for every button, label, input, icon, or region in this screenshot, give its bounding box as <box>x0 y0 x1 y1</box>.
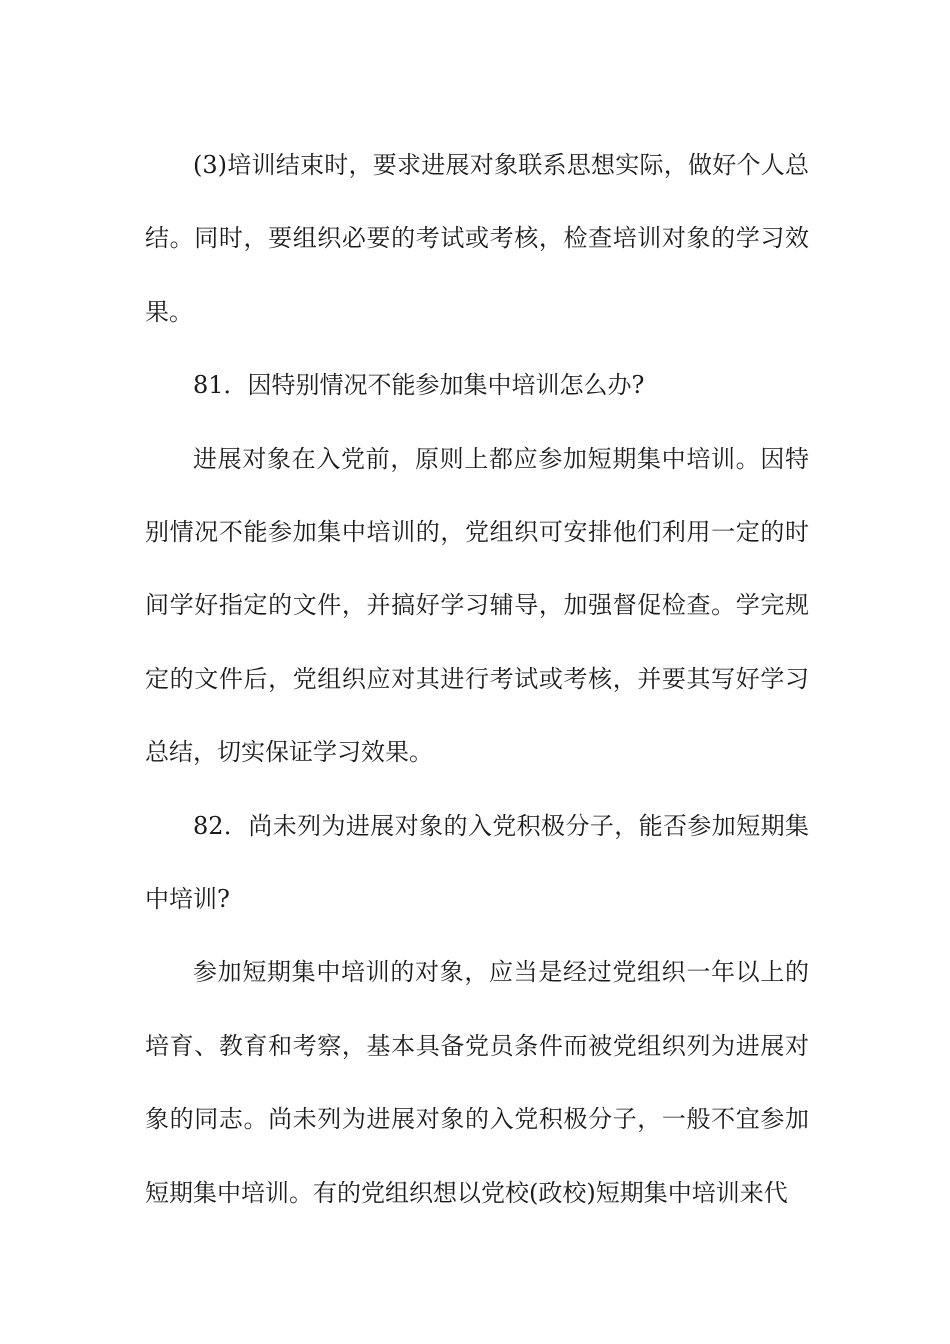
question-81: 81．因特别情况不能参加集中培训怎么办? <box>193 371 645 400</box>
answer-81: 进展对象在入党前，原则上都应参加短期集中培训。因特别情况不能参加集中培训的，党组织可安排他们利用一定的时间学好指定的文件，并搞好学习辅导，加强督促检查。学完规定的文件后，党组织应对其进行考试或考核，并要其写好学习总结，切实保证学习效果。 <box>145 444 809 767</box>
document-body <box>145 129 809 1230</box>
paragraph-training-end: (3)培训结束时，要求进展对象联系思想实际，做好个人总结。同时，要组织必要的考试或考核，检查培训对象的学习效果。 <box>145 151 809 326</box>
answer-82: 参加短期集中培训的对象，应当是经过党组织一年以上的培育、教育和考察，基本具备党员条件而被党组织列为进展对象的同志。尚未列为进展对象的入党积极分子，一般不宜参加短期集中培训。有的党组织想以党校(政校)短期集中培训来代 <box>145 958 809 1207</box>
question-82: 82．尚未列为进展对象的入党积极分子，能否参加短期集中培训? <box>145 811 809 914</box>
